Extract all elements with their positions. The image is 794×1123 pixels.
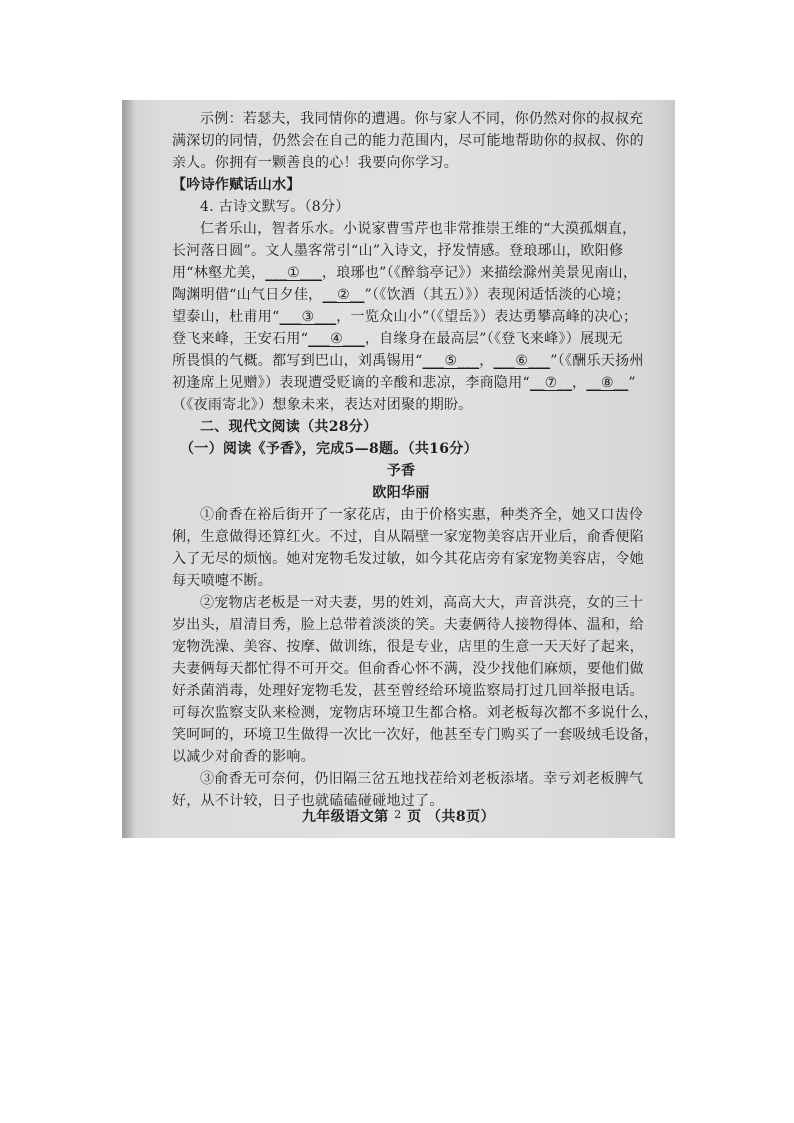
- intro-line-1: 示例：若瑟夫，我同情你的遭遇。你与家人不同，你仍然对你的叔叔充: [200, 111, 644, 127]
- story-line: 好杀菌消毒，处理好宠物毛发，甚至曾经给环境监察局打过几回举报电话。: [172, 683, 644, 699]
- blank-6: ___⑥___: [493, 353, 551, 369]
- q4-line-9: （《夜雨寄北》）想象未来，表达对团聚的期盼。: [172, 397, 473, 413]
- blank-2: __②__: [322, 287, 365, 303]
- blank-5: ___⑤___: [422, 353, 480, 369]
- page-text: [172, 108, 670, 812]
- story-line: ①俞香在裕后街开了一家花店，由于价格实惠，种类齐全，她又口齿伶: [200, 507, 644, 523]
- q4-line-8: 初逢席上见赠》）表现遭受贬谪的辛酸和悲凉，李商隐用“__⑦__，__⑧__”: [172, 372, 670, 394]
- story-line: 可每次监察支队来检测，宠物店环境卫生都合格。刘老板每次都不多说什么，: [172, 705, 659, 721]
- story-line: 以减少对俞香的影响。: [172, 749, 315, 765]
- intro-line-3: 亲人。你拥有一颗善良的心！我要向你学习。: [172, 155, 458, 171]
- story-line: 每天喷嚏不断。: [172, 573, 273, 589]
- blank-8: __⑧__: [586, 375, 629, 391]
- q4-title: 4. 古诗文默写。（8分）: [200, 199, 350, 215]
- story-title: 予香: [386, 463, 416, 479]
- part2-subtitle: （一）阅读《予香》，完成5—8题。（共16分）: [180, 441, 478, 457]
- binding-shadow: [122, 100, 136, 838]
- story-line: ③俞香无可奈何，仍旧隔三岔五地找茬给刘老板添堵。幸亏刘老板脾气: [200, 771, 644, 787]
- blank-7: __⑦__: [529, 375, 573, 391]
- section-title: 【吟诗作赋话山水】: [172, 177, 301, 193]
- blank-1: ___①___: [265, 265, 322, 281]
- story-line: 好，从不计较，日子也就磕磕碰碰地过了。: [172, 793, 444, 809]
- story-line: 入了无尽的烦恼。她对宠物毛发过敏，如今其花店旁有家宠物美容店，令她: [172, 551, 644, 567]
- q4-line-5: 望泰山，杜甫用“___③___，一览众山小”（《望岳》）表达勇攀高峰的决心；: [172, 306, 670, 328]
- q4-line-4: 陶渊明借“山气日夕佳，__②__”（《饮酒（其五）》）表现闲适恬淡的心境；: [172, 284, 670, 306]
- exam-page-photo: [122, 100, 675, 838]
- q4-line-2: 长河落日圆”。文人墨客常引“山”入诗文，抒发情感。登琅琊山，欧阳修: [172, 243, 624, 259]
- blank-3: ___③___: [279, 309, 337, 325]
- story-line: 夫妻俩每天都忙得不可开交。但俞香心怀不满，没少找他们麻烦，要他们做: [172, 661, 644, 677]
- q4-line-7: 所畏惧的气概。都写到巴山，刘禹锡用“___⑤___，___⑥___”（《酬乐天扬州: [172, 350, 670, 372]
- footer-suffix: 页 （共8页）: [407, 809, 496, 825]
- footer-page-number: 2: [394, 808, 402, 821]
- intro-line-2: 满深切的同情，仍然会在自己的能力范围内，尽可能地帮助你的叔叔、你的: [172, 133, 644, 149]
- story-line: 岁出头，眉清目秀，脸上总带着淡淡的笑。夫妻俩待人接物得体、温和，给: [172, 617, 644, 633]
- part2-title: 二、现代文阅读（共28分）: [200, 419, 378, 435]
- story-line: ②宠物店老板是一对夫妻，男的姓刘，高高大大，声音洪亮，女的三十: [200, 595, 644, 611]
- q4-line-1: 仁者乐山，智者乐水。小说家曹雪芹也非常推崇王维的“大漠孤烟直，: [200, 221, 637, 237]
- footer-prefix: 九年级语文第: [301, 809, 389, 825]
- story-line: 宠物洗澡、美容、按摩、做训练，很是专业，店里的生意一天天好了起来，: [172, 639, 644, 655]
- q4-line-3: 用“林壑尤美，___①___，琅琊也”（《醉翁亭记》）来描绘滁州美景见南山，: [172, 262, 670, 284]
- story-line: 俐，生意做得还算红火。不过，自从隔壁一家宠物美容店开业后，俞香便陷: [172, 529, 644, 545]
- story-author: 欧阳华丽: [372, 485, 430, 501]
- blank-4: ___④___: [308, 331, 365, 347]
- q4-line-6: 登飞来峰，王安石用“___④___，自缘身在最高层”（《登飞来峰》）展现无: [172, 328, 670, 350]
- story-line: 笑呵呵的，环境卫生做得一次比一次好，他甚至专门购买了一套吸绒毛设备，: [172, 727, 659, 743]
- page-footer: [122, 806, 675, 826]
